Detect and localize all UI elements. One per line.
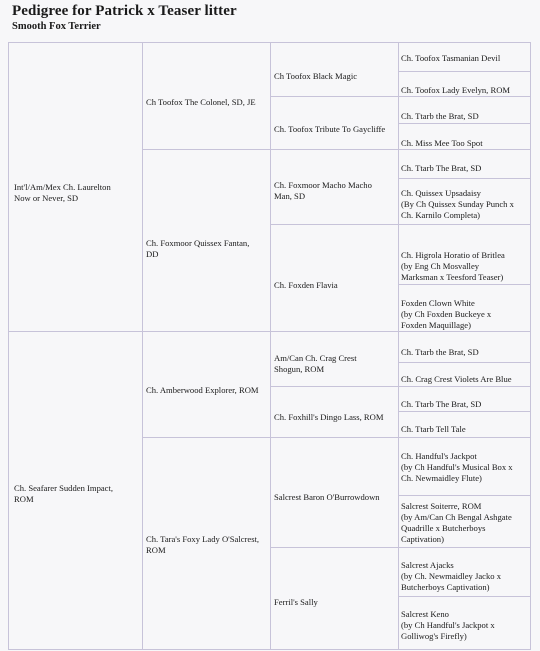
great-grandparent: Am/Can Ch. Crag Crest Shogun, ROM: [274, 353, 357, 374]
great-great-grandparent: Ch. Miss Mee Too Spot: [401, 138, 483, 148]
pedigree-grid: [8, 42, 531, 650]
row-divider: [398, 411, 530, 412]
row-divider: [398, 596, 530, 597]
column-divider: [270, 43, 271, 649]
column-divider: [142, 43, 143, 649]
paternal-granddam: Ch. Foxmoor Quissex Fantan, DD: [146, 238, 250, 259]
great-grandparent: Ch. Toofox Tribute To Gaycliffe: [274, 124, 386, 134]
row-divider: [142, 437, 530, 438]
great-great-grandparent: Ch. Ttarb the Brat, SD: [401, 347, 479, 357]
paternal-grandsire: Ch Toofox The Colonel, SD, JE: [146, 97, 256, 107]
great-great-grandparent: Ch. Ttarb The Brat, SD: [401, 163, 482, 173]
row-divider: [270, 224, 530, 225]
row-divider: [398, 178, 530, 179]
great-great-grandparent: Ch. Higrola Horatio of Britlea (by Eng Ch Mosvalley Marksman x Teesford Teaser): [401, 250, 505, 282]
great-great-grandparent: Salcrest Ajacks (by Ch. Newmaidley Jacko x Butcherboys Captivation): [401, 560, 501, 592]
great-great-grandparent: Ch. Quissex Upsadaisy (By Ch Quissex Sunday Punch x Ch. Karnilo Completa): [401, 188, 514, 220]
great-grandparent: Ch. Foxmoor Macho Macho Man, SD: [274, 180, 372, 201]
page-title: Pedigree for Patrick x Teaser litter: [12, 3, 237, 19]
maternal-grandsire: Ch. Amberwood Explorer, ROM: [146, 385, 259, 395]
dam-name: Ch. Seafarer Sudden Impact, ROM: [14, 483, 114, 504]
great-great-grandparent: Ch. Toofox Tasmanian Devil: [401, 53, 501, 63]
row-divider: [398, 495, 530, 496]
page-subtitle: Smooth Fox Terrier: [12, 21, 101, 32]
row-divider: [9, 331, 530, 332]
great-grandparent: Ch. Foxhill's Dingo Lass, ROM: [274, 412, 384, 422]
great-great-grandparent: Ch. Ttarb Tell Tale: [401, 424, 466, 434]
great-grandparent: Ch Toofox Black Magic: [274, 71, 358, 81]
great-great-grandparent: Salcrest Keno (by Ch Handful's Jackpot x Golliwog's Firefly): [401, 609, 495, 641]
row-divider: [270, 386, 530, 387]
great-grandparent: Salcrest Baron O'Burrowdown: [274, 492, 380, 502]
great-grandparent: Ch. Foxden Flavia: [274, 280, 338, 290]
row-divider: [398, 362, 530, 363]
great-great-grandparent: Ch. Crag Crest Violets Are Blue: [401, 374, 512, 384]
great-great-grandparent: Ch. Ttarb the Brat, SD: [401, 111, 479, 121]
great-grandparent: Ferril's Sally: [274, 597, 318, 607]
row-divider: [398, 123, 530, 124]
row-divider: [142, 149, 530, 150]
great-great-grandparent: Ch. Toofox Lady Evelyn, ROM: [401, 85, 511, 95]
maternal-granddam: Ch. Tara's Foxy Lady O'Salcrest, ROM: [146, 534, 260, 555]
sire-name: Int'l/Am/Mex Ch. Laurelton Now or Never, SD: [14, 182, 111, 203]
row-divider: [270, 547, 530, 548]
great-great-grandparent: Salcrest Soiterre, ROM (by Am/Can Ch Bengal Ashgate Quadrille x Butcherboys Captivation): [401, 501, 512, 544]
row-divider: [398, 71, 530, 72]
column-divider: [398, 43, 399, 649]
great-great-grandparent: Ch. Handful's Jackpot (by Ch Handful's Musical Box x Ch. Newmaidley Flute): [401, 451, 513, 483]
row-divider: [270, 96, 530, 97]
great-great-grandparent: Foxden Clown White (by Ch Foxden Buckeye x Foxden Maquillage): [401, 298, 492, 330]
great-great-grandparent: Ch. Ttarb The Brat, SD: [401, 399, 482, 409]
row-divider: [398, 284, 530, 285]
